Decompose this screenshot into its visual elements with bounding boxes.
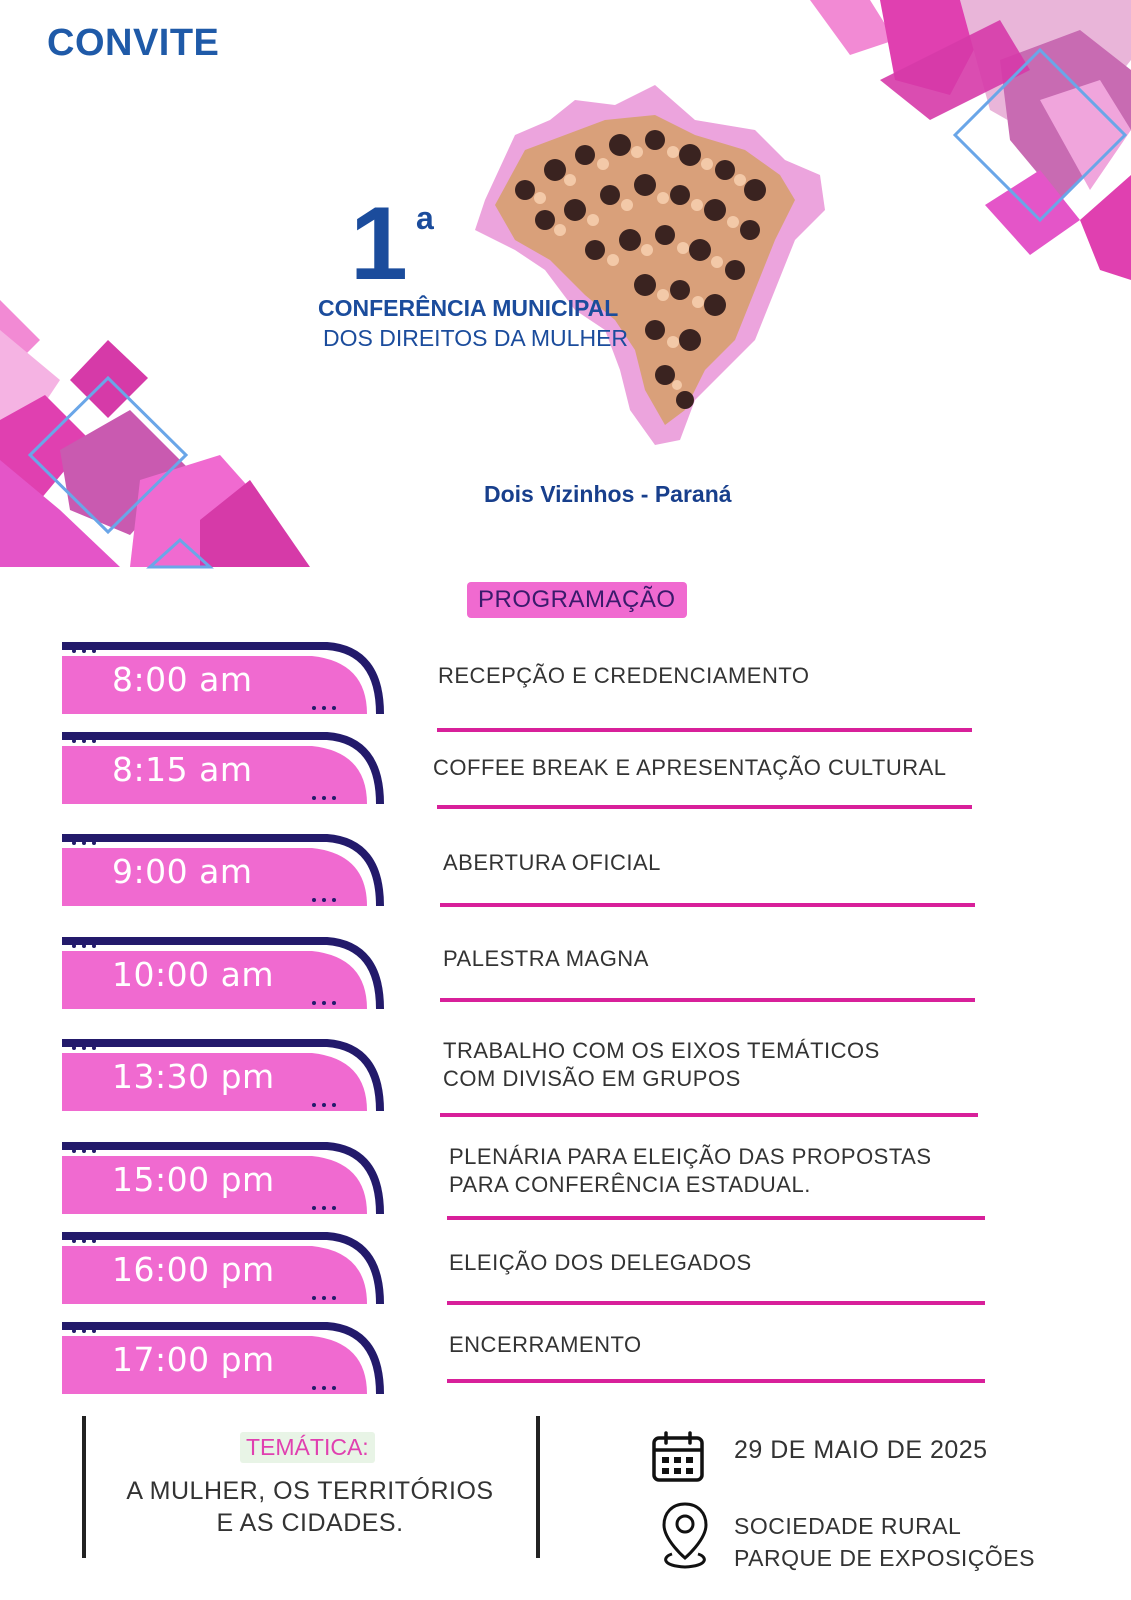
divider bbox=[447, 1379, 985, 1383]
brazil-map-illustration bbox=[455, 80, 835, 460]
theme-line2: E AS CIDADES. bbox=[216, 1509, 404, 1537]
time-label: 17:00 pm bbox=[112, 1340, 275, 1379]
activity-text: ENCERRAMENTO bbox=[449, 1332, 642, 1357]
time-label: 15:00 pm bbox=[112, 1160, 275, 1199]
theme-label: TEMÁTICA: bbox=[240, 1432, 375, 1463]
time-pill bbox=[62, 732, 380, 804]
time-label: 13:30 pm bbox=[112, 1057, 275, 1096]
logo-title-line2: DOS DIREITOS DA MULHER bbox=[323, 325, 629, 351]
activity-text: COFFEE BREAK E APRESENTAÇÃO CULTURAL bbox=[433, 755, 947, 780]
activity-text: TRABALHO COM OS EIXOS TEMÁTICOS bbox=[443, 1038, 880, 1063]
program-label: PROGRAMAÇÃO bbox=[467, 582, 687, 618]
time-pill bbox=[62, 1039, 380, 1111]
time-label: 8:15 am bbox=[112, 750, 253, 789]
activity-text: ELEIÇÃO DOS DELEGADOS bbox=[449, 1250, 752, 1275]
divider bbox=[447, 1216, 985, 1220]
theme-line1: A MULHER, OS TERRITÓRIOS bbox=[126, 1477, 494, 1505]
time-pill bbox=[62, 1142, 380, 1214]
divider bbox=[447, 1301, 985, 1305]
left-decoration bbox=[0, 0, 320, 580]
time-label: 16:00 pm bbox=[112, 1250, 275, 1289]
logo-title-line1: CONFERÊNCIA MUNICIPAL bbox=[318, 295, 619, 321]
activity-text: RECEPÇÃO E CREDENCIAMENTO bbox=[438, 663, 810, 688]
time-label: 10:00 am bbox=[112, 955, 274, 994]
event-place bbox=[734, 1510, 1035, 1574]
activity-text: PARA CONFERÊNCIA ESTADUAL. bbox=[449, 1172, 811, 1197]
activity-text: PLENÁRIA PARA ELEIÇÃO DAS PROPOSTAS bbox=[449, 1144, 932, 1169]
theme-text bbox=[120, 1475, 500, 1539]
activity-text: ABERTURA OFICIAL bbox=[443, 850, 661, 875]
time-pill bbox=[62, 642, 380, 714]
divider bbox=[440, 998, 975, 1002]
time-pill bbox=[62, 937, 380, 1009]
time-label: 9:00 am bbox=[112, 852, 253, 891]
place-line1: SOCIEDADE RURAL bbox=[734, 1513, 962, 1539]
event-date: 29 DE MAIO DE 2025 bbox=[734, 1436, 988, 1464]
location-pin-icon bbox=[658, 1500, 712, 1572]
divider bbox=[437, 728, 972, 732]
divider bbox=[440, 903, 975, 907]
activity-text: PALESTRA MAGNA bbox=[443, 946, 649, 971]
activity-text: COM DIVISÃO EM GRUPOS bbox=[443, 1066, 741, 1091]
divider-vertical bbox=[82, 1416, 86, 1558]
event-city: Dois Vizinhos - Paraná bbox=[484, 481, 732, 507]
time-pill bbox=[62, 1232, 380, 1304]
time-label: 8:00 am bbox=[112, 660, 253, 699]
invite-title: CONVITE bbox=[47, 22, 220, 64]
calendar-icon bbox=[651, 1430, 705, 1484]
logo-number: 1 bbox=[350, 186, 408, 302]
divider-vertical bbox=[536, 1416, 540, 1558]
divider bbox=[440, 1113, 978, 1117]
place-line2: PARQUE DE EXPOSIÇÕES bbox=[734, 1545, 1035, 1571]
time-pill bbox=[62, 834, 380, 906]
logo-ordinal: a bbox=[416, 200, 434, 236]
divider bbox=[437, 805, 972, 809]
time-pill bbox=[62, 1322, 380, 1394]
